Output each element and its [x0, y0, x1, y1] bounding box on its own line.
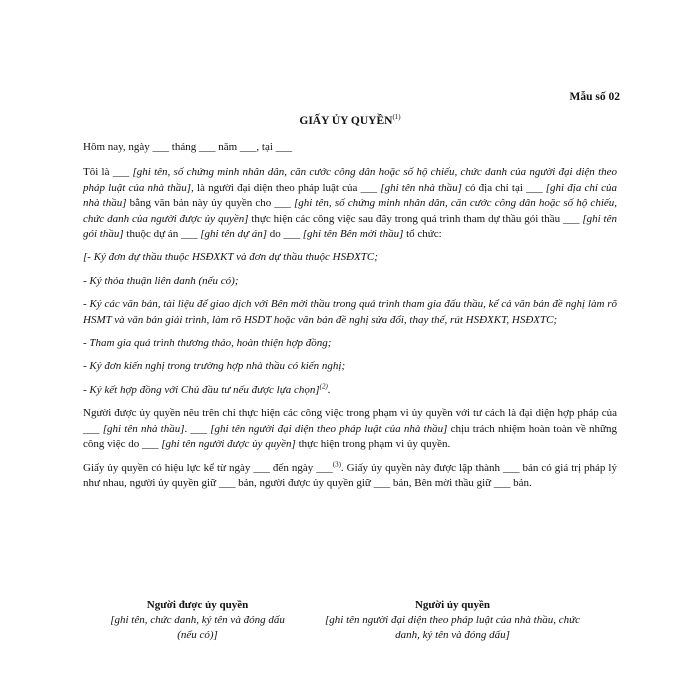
placeholder-contractor-address: [ghi địa chỉ của nhà thầu]	[83, 181, 617, 210]
signature-title: Người được ủy quyền	[146, 599, 249, 611]
signature-note: [ghi tên người đại diện theo pháp luật của nhà thầu, chức danh, ký tên và đóng dấu]	[325, 614, 580, 641]
footnote-marker: (2)	[319, 382, 328, 391]
intro-text: Tôi là ___	[83, 166, 133, 179]
form-number: Mẫu số 02	[569, 91, 620, 103]
signature-title: Người ủy quyền	[414, 599, 491, 611]
signature-block-grantee	[110, 598, 285, 643]
task-text: - Ký kết hợp đồng với Chủ đầu tư nếu được lựa chọn]	[83, 383, 320, 396]
signature-block-grantor	[325, 598, 580, 643]
placeholder-legal-representative: [ghi tên người đại diện theo pháp luật của nhà thầu]	[210, 422, 448, 435]
intro-text: bằng văn bản này ủy quyền cho ___	[126, 197, 295, 210]
scope-text: chịu trách nhiệm hoàn toàn về những công việc do ___	[83, 422, 618, 451]
placeholder-contractor-name: [ghi tên nhà thầu]	[380, 181, 462, 194]
validity-paragraph	[83, 461, 617, 492]
title-text: GIẤY ỦY QUYỀN	[299, 115, 393, 127]
intro-text: , là người đại diện theo pháp luật của ___	[191, 181, 381, 194]
validity-text: Giấy ủy quyền có hiệu lực kể từ ngày ___ đến ngày ___	[83, 461, 333, 474]
scope-text: Người được ủy quyền nêu trên chỉ thực hiện các công việc trong phạm vi ủy quyền với tư cách là đại diện hợp pháp của ___	[83, 407, 617, 435]
placeholder-grantee-name: [ghi tên người được ủy quyền]	[161, 438, 296, 451]
placeholder-contractor-name: [ghi tên nhà thầu]	[102, 422, 185, 435]
document-body	[83, 140, 617, 499]
placeholder-grantee: [ghi tên, số chứng minh nhân dân, căn cước công dân hoặc số hộ chiếu, chức danh của người được ủy quyền]	[83, 197, 618, 225]
scope-paragraph	[83, 406, 617, 452]
intro-text: thuộc dự án ___	[123, 228, 201, 241]
task-item: - Ký thỏa thuận liên danh (nếu có);	[83, 274, 239, 287]
scope-text: . ___	[184, 422, 211, 435]
validity-text: . Giấy ủy quyền này được lập thành ___ bản có giá trị pháp lý như nhau, người ủy quyền giữ ___ bản, người được ủy quyền giữ ___ bản, Bên mời thầu giữ ___ bản.	[83, 461, 617, 489]
signature-note: [ghi tên, chức danh, ký tên và đóng dấu (nếu có)]	[110, 614, 285, 641]
placeholder-procuring-entity: [ghi tên Bên mời thầu]	[302, 228, 404, 241]
scope-text: thực hiện trong phạm vi ủy quyền.	[295, 438, 451, 451]
task-item: [- Ký đơn dự thầu thuộc HSĐXKT và đơn dự thầu thuộc HSĐXTC;	[83, 251, 378, 264]
task-item-last	[83, 383, 617, 398]
intro-text: tổ chức:	[403, 228, 442, 241]
intro-text: do ___	[267, 228, 303, 241]
date-line: Hôm nay, ngày ___ tháng ___ năm ___, tại ___	[83, 141, 293, 153]
intro-paragraph	[83, 165, 617, 242]
task-item: - Ký đơn kiến nghị trong trường hợp nhà thầu có kiến nghị;	[83, 360, 346, 373]
title-footnote: (1)	[392, 113, 401, 122]
task-end: .	[327, 383, 331, 396]
task-item: - Tham gia quá trình thương thảo, hoàn thiện hợp đồng;	[83, 337, 332, 350]
placeholder-package-name: [ghi tên gói thầu]	[83, 212, 617, 241]
placeholder-representative: [ghi tên, số chứng minh nhân dân, căn cước công dân hoặc số hộ chiếu, chức danh của người đại diện theo pháp luật của nhà thầu]	[83, 166, 618, 194]
footnote-marker: (3)	[332, 459, 341, 468]
placeholder-project-name: [ghi tên dự án]	[200, 228, 268, 241]
intro-text: có địa chỉ tại ___	[461, 181, 546, 194]
document-title	[0, 115, 700, 127]
task-item: - Ký các văn bản, tài liệu để giao dịch với Bên mời thầu trong quá trình tham gia đấu thầu, kể cả văn bản đề nghị làm rõ HSMT và văn bản giải trình, làm rõ HSDT hoặc văn bản đề nghị sửa đổi, thay thế, rút HSĐXKT, HSĐXTC;	[83, 298, 617, 326]
intro-text: thực hiện các công việc sau đây trong quá trình tham dự thầu gói thầu ___	[248, 212, 583, 225]
